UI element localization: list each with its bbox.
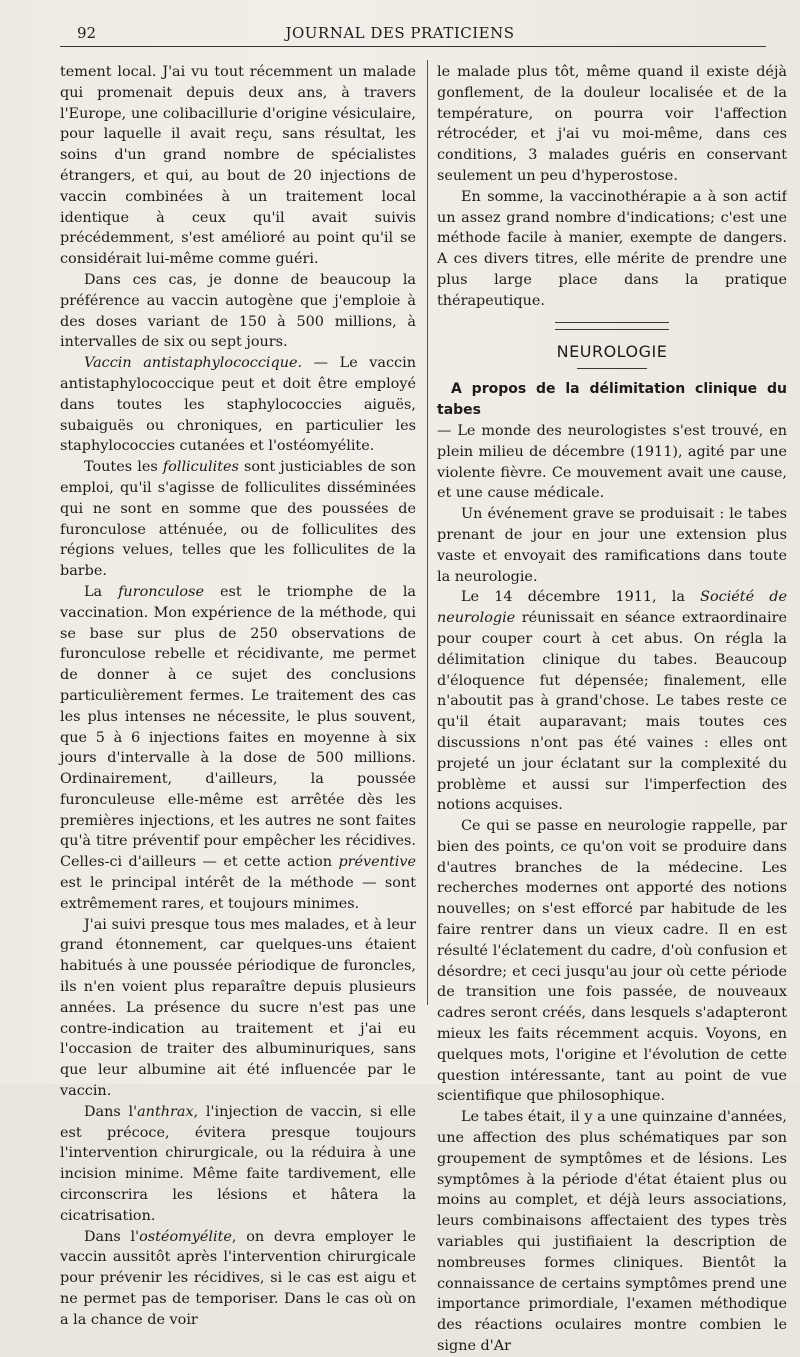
paragraph [60, 457, 416, 582]
paragraph-text: Dans l' [84, 1103, 138, 1120]
paragraph-text: — Le vaccin antistaphylococcique peut et doit être employé dans toutes les staphylococcies aiguës, subaiguës ou chroniques, en particulier les staphylococcies cutanées et l'ostéomyélite. [60, 355, 416, 455]
paragraph: le malade plus tôt, même quand il existe déjà gonflement, de la douleur localisée et de la température, on pourra voir l'affection rétrocéder, et j'ai vu moi-même, dans ces conditions, 3 malades guéris en conservant seulement un peu d'hyperostose. [437, 64, 787, 184]
italic-term: Société de neurologie [437, 589, 787, 627]
paragraph: — Le monde des neurologistes s'est trouvé, en plein milieu de décembre (1911), agité par une violente fièvre. Ce mouvement avait une cause, et une cause médicale. [437, 422, 787, 502]
italic-lead: Vaccin antistaphylococcique. [84, 355, 303, 372]
paragraph-text: sont justiciables de son emploi, qu'il s'agisse de folliculites disséminées qui ne sont en somme que des poussées de furonculose atténuée, ou de folliculites des régions velues, telles que les folliculites de la barbe. [60, 459, 416, 580]
paragraph-text: La [84, 583, 119, 600]
paragraph: Dans ces cas, je donne de beaucoup la préférence au vaccin autogène que j'emploie à des doses variant de 150 à 500 millions, à intervalles de six ou sept jours. [60, 271, 416, 351]
italic-term: furonculose [118, 583, 204, 600]
section-separator [555, 322, 669, 330]
paragraph: Ce qui se passe en neurologie rappelle, par bien des points, ce qu'on voit se produire dans d'autres branches de la médecine. Les recherches modernes ont apporté des notions nouvelles; on s'est efforcé par habitude de les faire rentrer dans un vieux cadre. Il en est résulté l'éclatement du cadre, d'où confusion et désordre; et ceci jusqu'au jour où cette période de transition une fois passée, de nouveaux cadres seront créés, dans lesquels s'adapteront mieux les faits récemment acquis. Voyons, en quelques mots, l'origine et l'évolution de cette question intéressante, tant au point de vue scientifique que philosophique. [437, 818, 787, 1105]
right-column [437, 62, 787, 1357]
paragraph-text: est le principal intérêt de la méthode — sont extrêmement rares, et toujours minimes. [60, 875, 416, 912]
paragraph [60, 1102, 416, 1227]
paragraph: En somme, la vaccinothérapie a à son actif un assez grand nombre d'indications; c'est une méthode facile à manier, exempte de dangers. A ces divers titres, elle mérite de prendre une plus large place dans la pratique thérapeutique. [437, 188, 787, 309]
paragraph-text: Toutes les [84, 459, 163, 476]
paragraph [60, 582, 416, 915]
paragraph-text: réunissait en séance extraordinaire pour couper court à cet abus. On régla la délimitation clinique du tabes. Beaucoup d'éloquence fut dépensée; finalement, elle n'aboutit pas à grand'chose. Le tabes reste ce qu'il était auparavant; mais toutes ces discussions n'ont pas été vaines : elles ont projeté un jour éclatant sur la complexité du problème et aussi sur l'imperfection des notions acquises. [437, 610, 787, 814]
paragraph-text: est le triomphe de la vaccination. Mon expérience de la méthode, qui se base sur plus de 250 observations de furonculose rebelle et récidivante, me permet de donner à ce sujet des conclusions particulièrement fermes. Le traitement des cas les plus intenses ne nécessite, le plus souvent, que 5 à 6 injections faites en moyenne à six jours d'intervalle à la dose de 500 millions. Ordinairement, d'ailleurs, la poussée furonculeuse elle-même est arrêtée dès les premières injections, et les autres ne sont faites qu'à titre préventif pour empêcher les récidives. Celles-ci d'ailleurs — et cette action [60, 583, 417, 871]
paragraph-text: , on devra employer le vaccin aussitôt après l'intervention chirurgicale pour prévenir les récidives, si le cas est aigu et ne permet pas de temporiser. Dans le cas où on a la chance de voir [60, 1228, 417, 1328]
paragraph [60, 353, 416, 457]
section-underline [577, 368, 647, 369]
section-title: NEUROLOGIE [556, 341, 668, 361]
italic-term: anthrax [137, 1103, 194, 1120]
paragraph: Le tabes était, il y a une quinzaine d'années, une affection des plus schématiques par son groupement de symptômes et de lésions. Les symptômes à la période d'état étaient plus ou moins au complet, et déjà leurs associations, leurs combinaisons affectaient des types très variables qui justifiaient la description de nombreuses formes cliniques. Bientôt la connaissance de certains symptômes prend une importance primordiale, l'examen méthodique des réactions oculaires montre combien le signe d'Ar [437, 1109, 787, 1355]
paragraph [437, 587, 787, 816]
paragraph-text: , l'injection de vaccin, si elle est précoce, évitera presque toujours l'intervention chirurgicale, ou la réduira à une incision minime. Même faite tardivement, elle circonscrira les lésions et hâtera la cicatrisation. [60, 1103, 416, 1224]
paragraph: Un événement grave se produisait : le tabes prenant de jour en jour une extension plus vaste et envoyait des ramifications dans toute la neurologie. [437, 506, 787, 585]
italic-term: folliculites [162, 459, 239, 476]
page-number: 92 [77, 24, 97, 42]
italic-term: ostéomyélite [139, 1228, 232, 1245]
paragraph: J'ai suivi presque tous mes malades, et à leur grand étonnement, car quelques-uns étaient habitués à une poussée périodique de furoncles, ils n'en voient plus reparaître depuis plusieurs années. La présence du sucre n'est pas une contre-indication au traitement et j'ai eu l'occasion de traiter des albuminuriques, sans que leur albumine ait été influencée par le vaccin. [60, 916, 416, 1100]
paragraph-text: Le 14 décembre 1911, la [461, 589, 701, 606]
paragraph-text: Dans l' [84, 1228, 140, 1245]
italic-term: préventive [338, 854, 416, 871]
paragraph [60, 1227, 416, 1331]
header-rule [60, 46, 766, 47]
article-title: A propos de la délimitation clinique du tabes [437, 381, 787, 419]
page-header [0, 20, 800, 44]
column-divider [427, 60, 428, 1005]
left-column [60, 62, 416, 1331]
journal-title: JOURNAL DES PRATICIENS [285, 24, 515, 42]
paragraph: tement local. J'ai vu tout récemment un malade qui promenait depuis deux ans, à travers l'Europe, une colibacillurie d'origine vésiculaire, pour laquelle il avait reçu, sans résultat, les soins d'un grand nombre de spécialistes étrangers, et qui, au bout de 20 injections de vaccin combinées à un traitement local identique à ceux qu'il avait suivis précédemment, s'est amélioré au point qu'il se considérait lui-même comme guéri. [60, 64, 416, 268]
